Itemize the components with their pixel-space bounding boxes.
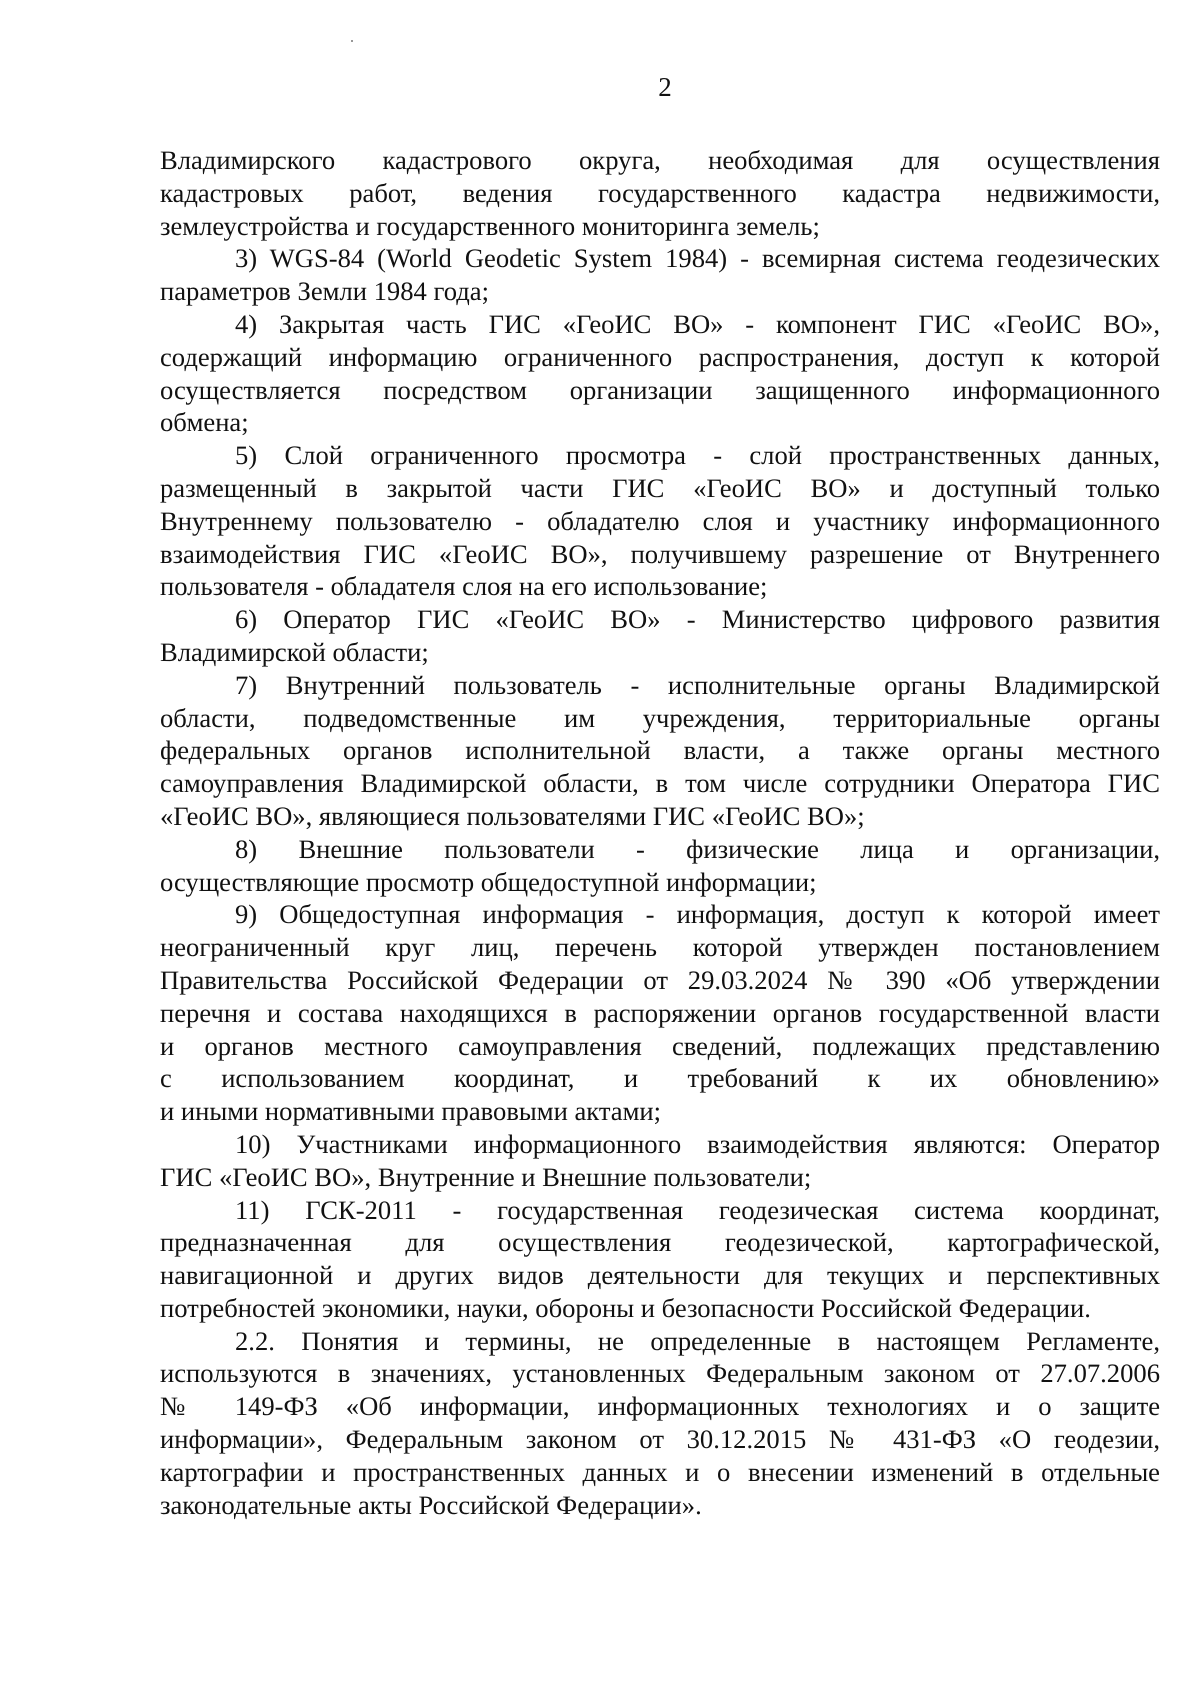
text-line: 9) Общедоступная информация - информация, доступ к которой имеет [235, 899, 1160, 930]
text-line: Владимирского кадастрового округа, необходимая для осуществления [160, 145, 1160, 175]
text-line: 5) Слой ограниченного просмотра - слой пространственных данных, [235, 440, 1160, 471]
text-line: 10) Участниками информационного взаимодействия являются: Оператор [235, 1128, 1160, 1159]
text-line: федеральных органов исполнительной власти, а также органы местного [160, 735, 1160, 766]
text-line: и органов местного самоуправления сведений, подлежащих представлению [160, 1030, 1160, 1061]
text-line: навигационной и других видов деятельности для текущих и перспективных [160, 1260, 1160, 1291]
scan-speck [351, 40, 353, 42]
text-line: «ГеоИС ВО», являющиеся пользователями ГИС «ГеоИС ВО»; [160, 800, 865, 831]
text-line: перечня и состава находящихся в распоряжении органов государственной власти [160, 997, 1160, 1028]
text-line: пользователя - обладателя слоя на его использование; [160, 571, 768, 602]
text-line: 11) ГСК-2011 - государственная геодезическая система координат, [235, 1194, 1160, 1225]
text-line: содержащий информацию ограниченного распространения, доступ к которой [160, 341, 1160, 372]
text-line: 3) WGS-84 (World Geodetic System 1984) - всемирная система геодезических [235, 243, 1160, 274]
text-line: № 149-ФЗ «Об информации, информационных технологиях и о защите [160, 1391, 1160, 1422]
text-line: Внутреннему пользователю - обладателю слоя и участнику информационного [160, 505, 1160, 536]
text-line: и иными нормативными правовыми актами; [160, 1096, 662, 1127]
text-line: параметров Земли 1984 года; [160, 276, 489, 307]
text-line: размещенный в закрытой части ГИС «ГеоИС ВО» и доступный только [160, 472, 1160, 503]
text-line: потребностей экономики, науки, обороны и безопасности Российской Федерации. [160, 1292, 1091, 1323]
text-line: Правительства Российской Федерации от 29.03.2024 № 390 «Об утверждении [160, 964, 1160, 995]
text-line: неограниченный круг лиц, перечень которой утвержден постановлением [160, 932, 1160, 963]
text-line: предназначенная для осуществления геодезической, картографической, [160, 1227, 1160, 1258]
text-line: осуществляется посредством организации защищенного информационного [160, 374, 1160, 405]
text-line: области, подведомственные им учреждения, территориальные органы [160, 702, 1160, 733]
text-line: землеустройства и государственного мониторинга земель; [160, 210, 820, 241]
text-line: обмена; [160, 407, 249, 438]
text-line: 4) Закрытая часть ГИС «ГеоИС ВО» - компонент ГИС «ГеоИС ВО», [235, 308, 1160, 339]
page-number: 2 [658, 72, 672, 102]
text-line: самоуправления Владимирской области, в том числе сотрудники Оператора ГИС [160, 768, 1160, 799]
text-line: 7) Внутренний пользователь - исполнительные органы Владимирской [235, 669, 1160, 700]
text-line: Владимирской области; [160, 636, 429, 667]
text-line: используются в значениях, установленных Федеральным законом от 27.07.2006 [160, 1358, 1160, 1389]
document-body [160, 144, 1160, 1521]
text-line: законодательные акты Российской Федерации». [160, 1489, 702, 1520]
text-line: осуществляющие просмотр общедоступной информации; [160, 866, 817, 897]
text-line: кадастровых работ, ведения государственного кадастра недвижимости, [160, 177, 1160, 208]
text-line: 2.2. Понятия и термины, не определенные в настоящем Регламенте, [235, 1325, 1160, 1356]
text-line: картографии и пространственных данных и о внесении изменений в отдельные [160, 1456, 1160, 1487]
text-line: информации», Федеральным законом от 30.12.2015 № 431-ФЗ «О геодезии, [160, 1424, 1160, 1455]
text-line: с использованием координат, и требований к их обновлению» [160, 1063, 1160, 1094]
text-line: 8) Внешние пользователи - физические лица и организации, [235, 833, 1160, 864]
text-line: взаимодействия ГИС «ГеоИС ВО», получившему разрешение от Внутреннего [160, 538, 1160, 569]
text-line: ГИС «ГеоИС ВО», Внутренние и Внешние пользователи; [160, 1161, 812, 1192]
text-line: 6) Оператор ГИС «ГеоИС ВО» - Министерство цифрового развития [235, 604, 1160, 635]
